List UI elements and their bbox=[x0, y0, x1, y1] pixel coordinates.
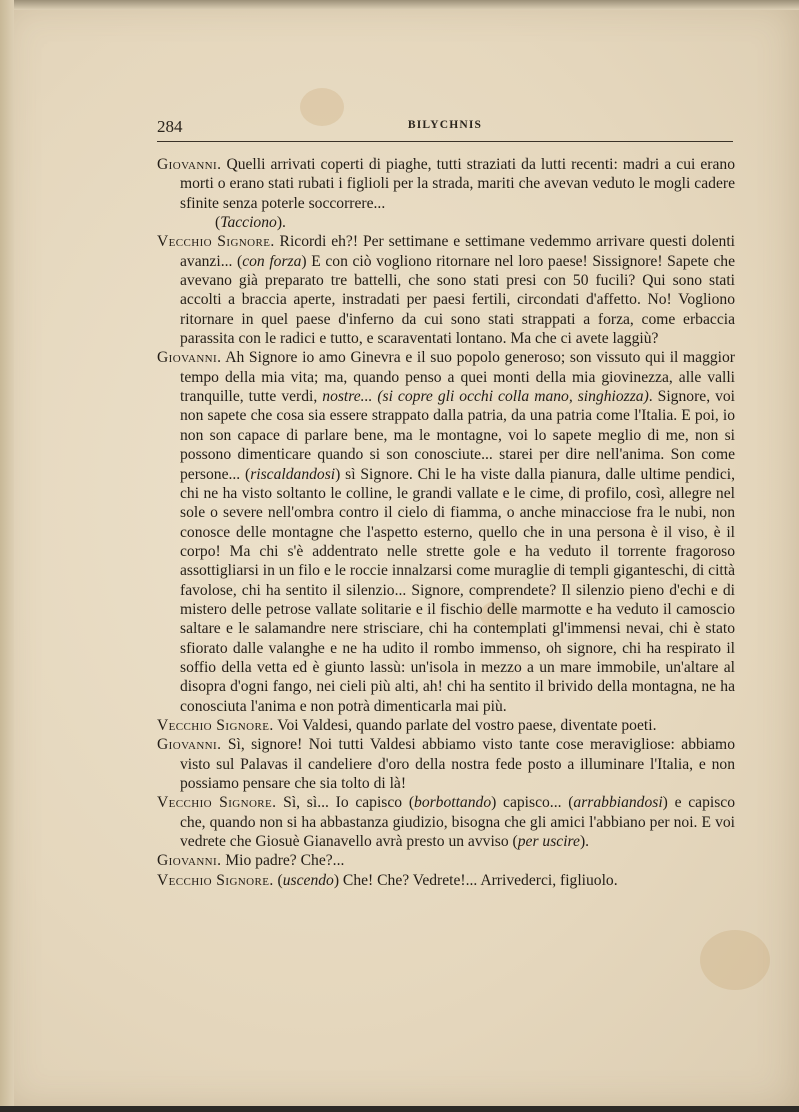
speech-text: Voi Valdesi, quando parlate del vostro paese, diventate poeti. bbox=[273, 716, 657, 734]
speech-text: Ricordi eh?! Per settimane e settimane vedemmo arrivare questi dolenti avanzi... ( bbox=[180, 233, 735, 270]
speech bbox=[157, 871, 735, 890]
speech-text: ) sì Signore. Chi le ha viste dalla pianura, dalle ultime pendici, chi ne ha visto soltanto le colline, le grandi vallate e le cime, di profilo, così, allegre nel sole o severe nell'ombra contro il cielo di fiamma, o anche minacciose fra le nubi, non conosce delle montagne che l'aspetto esterno, quello che in una persona è il viso, è il corpo! Ma chi s'è addentrato nelle strette gole e ha veduto il torrente fragoroso assottigliarsi in un filo e le roccie innalzarsi come muraglie di templi giganteschi, di città favolose, chi ha sentito il silenzio... Signore, comprendete? Il silenzio pieno d'echi e di mistero delle petrose vallate solitarie e il fischio delle marmotte e ha veduto il camoscio saltare e le salamandre nere strisciare, chi ha contemplati gl'immensi nevai, chi è stato sfiorato dalle valanghe e ne ha udito il rombo immenso, oh signore, chi ha respirato il soffio della vetta ed è giunto lassù: un'isola in mezzo a un mare immobile, un'altare al disopra d'ogni fango, nei cieli più alti, ah! chi ha sentito il brivido della montagna, ne ha conosciuta l'anima e non potrà dimenticarla mai più. bbox=[180, 465, 735, 715]
speech bbox=[157, 793, 735, 851]
stage-direction-italic: borbottando bbox=[414, 794, 492, 812]
speaker-name: Giovanni. bbox=[157, 736, 222, 754]
stage-direction-italic: con forza bbox=[242, 252, 302, 270]
speech-text: ( bbox=[215, 214, 221, 232]
speech-text: . Signore, voi non sapete che cosa sia essere strappato dalla patria, da una patria come l'Italia. E poi, io non son capace di parlare bene, ma le montagne, voi lo sapete meglio di me, non si possono dimenticare quando si son conosciute... starei per dire nell'anima. Son come persone... ( bbox=[180, 388, 735, 483]
speaker-name: Vecchio Signore. bbox=[157, 716, 274, 734]
stage-direction-italic: riscaldandosi bbox=[250, 465, 336, 483]
stage-direction-italic: Tacciono bbox=[220, 214, 277, 232]
stage-direction-italic: per uscire bbox=[517, 833, 580, 851]
speech-text: ) E con ciò vogliono ritornare nel loro paese! Sissignore! Sapete che avevano già preparato tre battelli, che sono stati presi con 50 fucili? Qui sono stati accolti a braccia aperte, instradati per paesi fertili, circondati d'affetto. No! Vogliono ritornare in quel paese d'inferno da cui sono stati strappati a forza, come erbaccia parassita con le radici e tutto, e scaraventati lontano. Ma che ci avete laggiù? bbox=[180, 252, 735, 348]
paper-stain bbox=[700, 930, 770, 990]
stage-direction bbox=[157, 213, 735, 232]
speech-text: ) capisco... ( bbox=[491, 794, 574, 812]
page-bottom-edge bbox=[0, 1106, 799, 1112]
speech bbox=[157, 155, 735, 213]
speaker-name: Vecchio Signore. bbox=[157, 794, 277, 812]
stage-direction-italic: arrabbiandosi bbox=[573, 794, 663, 812]
speech bbox=[157, 735, 735, 793]
page-number: 284 bbox=[157, 117, 183, 136]
speech-text: ( bbox=[273, 871, 283, 889]
speech-text: Sì, signore! Noi tutti Valdesi abbiamo visto tante cose meravigliose: abbiamo visto sul Palavas il candeliere d'oro della nostra fede posto a illuminare l'Italia, e non possiamo pensare che sia tolto di là! bbox=[180, 736, 735, 792]
dialogue-text bbox=[157, 155, 735, 890]
speaker-name: Giovanni. bbox=[157, 349, 222, 367]
speech-text: Ah Signore io amo Ginevra e il suo popolo generoso; son vissuto qui il maggior tempo della mia vita; ma, quando penso a quei monti della mia giovinezza, alle valli tranquille, tutte verdi, bbox=[180, 349, 735, 406]
speech bbox=[157, 348, 735, 716]
speech-text: Sì, sì... Io capisco ( bbox=[276, 794, 415, 812]
speech bbox=[157, 716, 735, 735]
speaker-name: Giovanni. bbox=[157, 156, 222, 173]
speaker-name: Giovanni. bbox=[157, 852, 222, 870]
page-left-edge bbox=[0, 0, 14, 1112]
speech-text: ). bbox=[276, 214, 286, 232]
speaker-name: Vecchio Signore. bbox=[157, 233, 275, 251]
page-top-edge bbox=[0, 0, 799, 10]
speech bbox=[157, 232, 735, 348]
speech-text: Quelli arrivati coperti di piaghe, tutti straziati da lutti recenti: madri a cui erano morti o erano stati rubati i figlioli per la strada, mariti che avevan veduto le mogli cadere sfinite senza poterle soccorrere... bbox=[180, 156, 735, 212]
stage-direction-italic: uscendo bbox=[282, 871, 334, 889]
speech bbox=[157, 851, 735, 870]
speech-text: ). bbox=[579, 833, 590, 851]
speech-text: Mio padre? Che?... bbox=[221, 852, 345, 870]
running-head: BILYCHNIS bbox=[407, 119, 483, 131]
speaker-name: Vecchio Signore. bbox=[157, 871, 274, 889]
speech-text: ) e capisco che, quando non si ha abbastanza giudizio, bisogna che gli amici l'abbiano per noi. E voi vedrete che Giosuè Gianavello avrà presto un avviso ( bbox=[180, 794, 735, 851]
stage-direction-italic: nostre... (si copre gli occhi colla mano, singhiozza) bbox=[322, 388, 649, 406]
speech-text: ) Che! Che? Vedrete!... Arrivederci, figliuolo. bbox=[333, 871, 618, 889]
page-header bbox=[157, 117, 733, 142]
